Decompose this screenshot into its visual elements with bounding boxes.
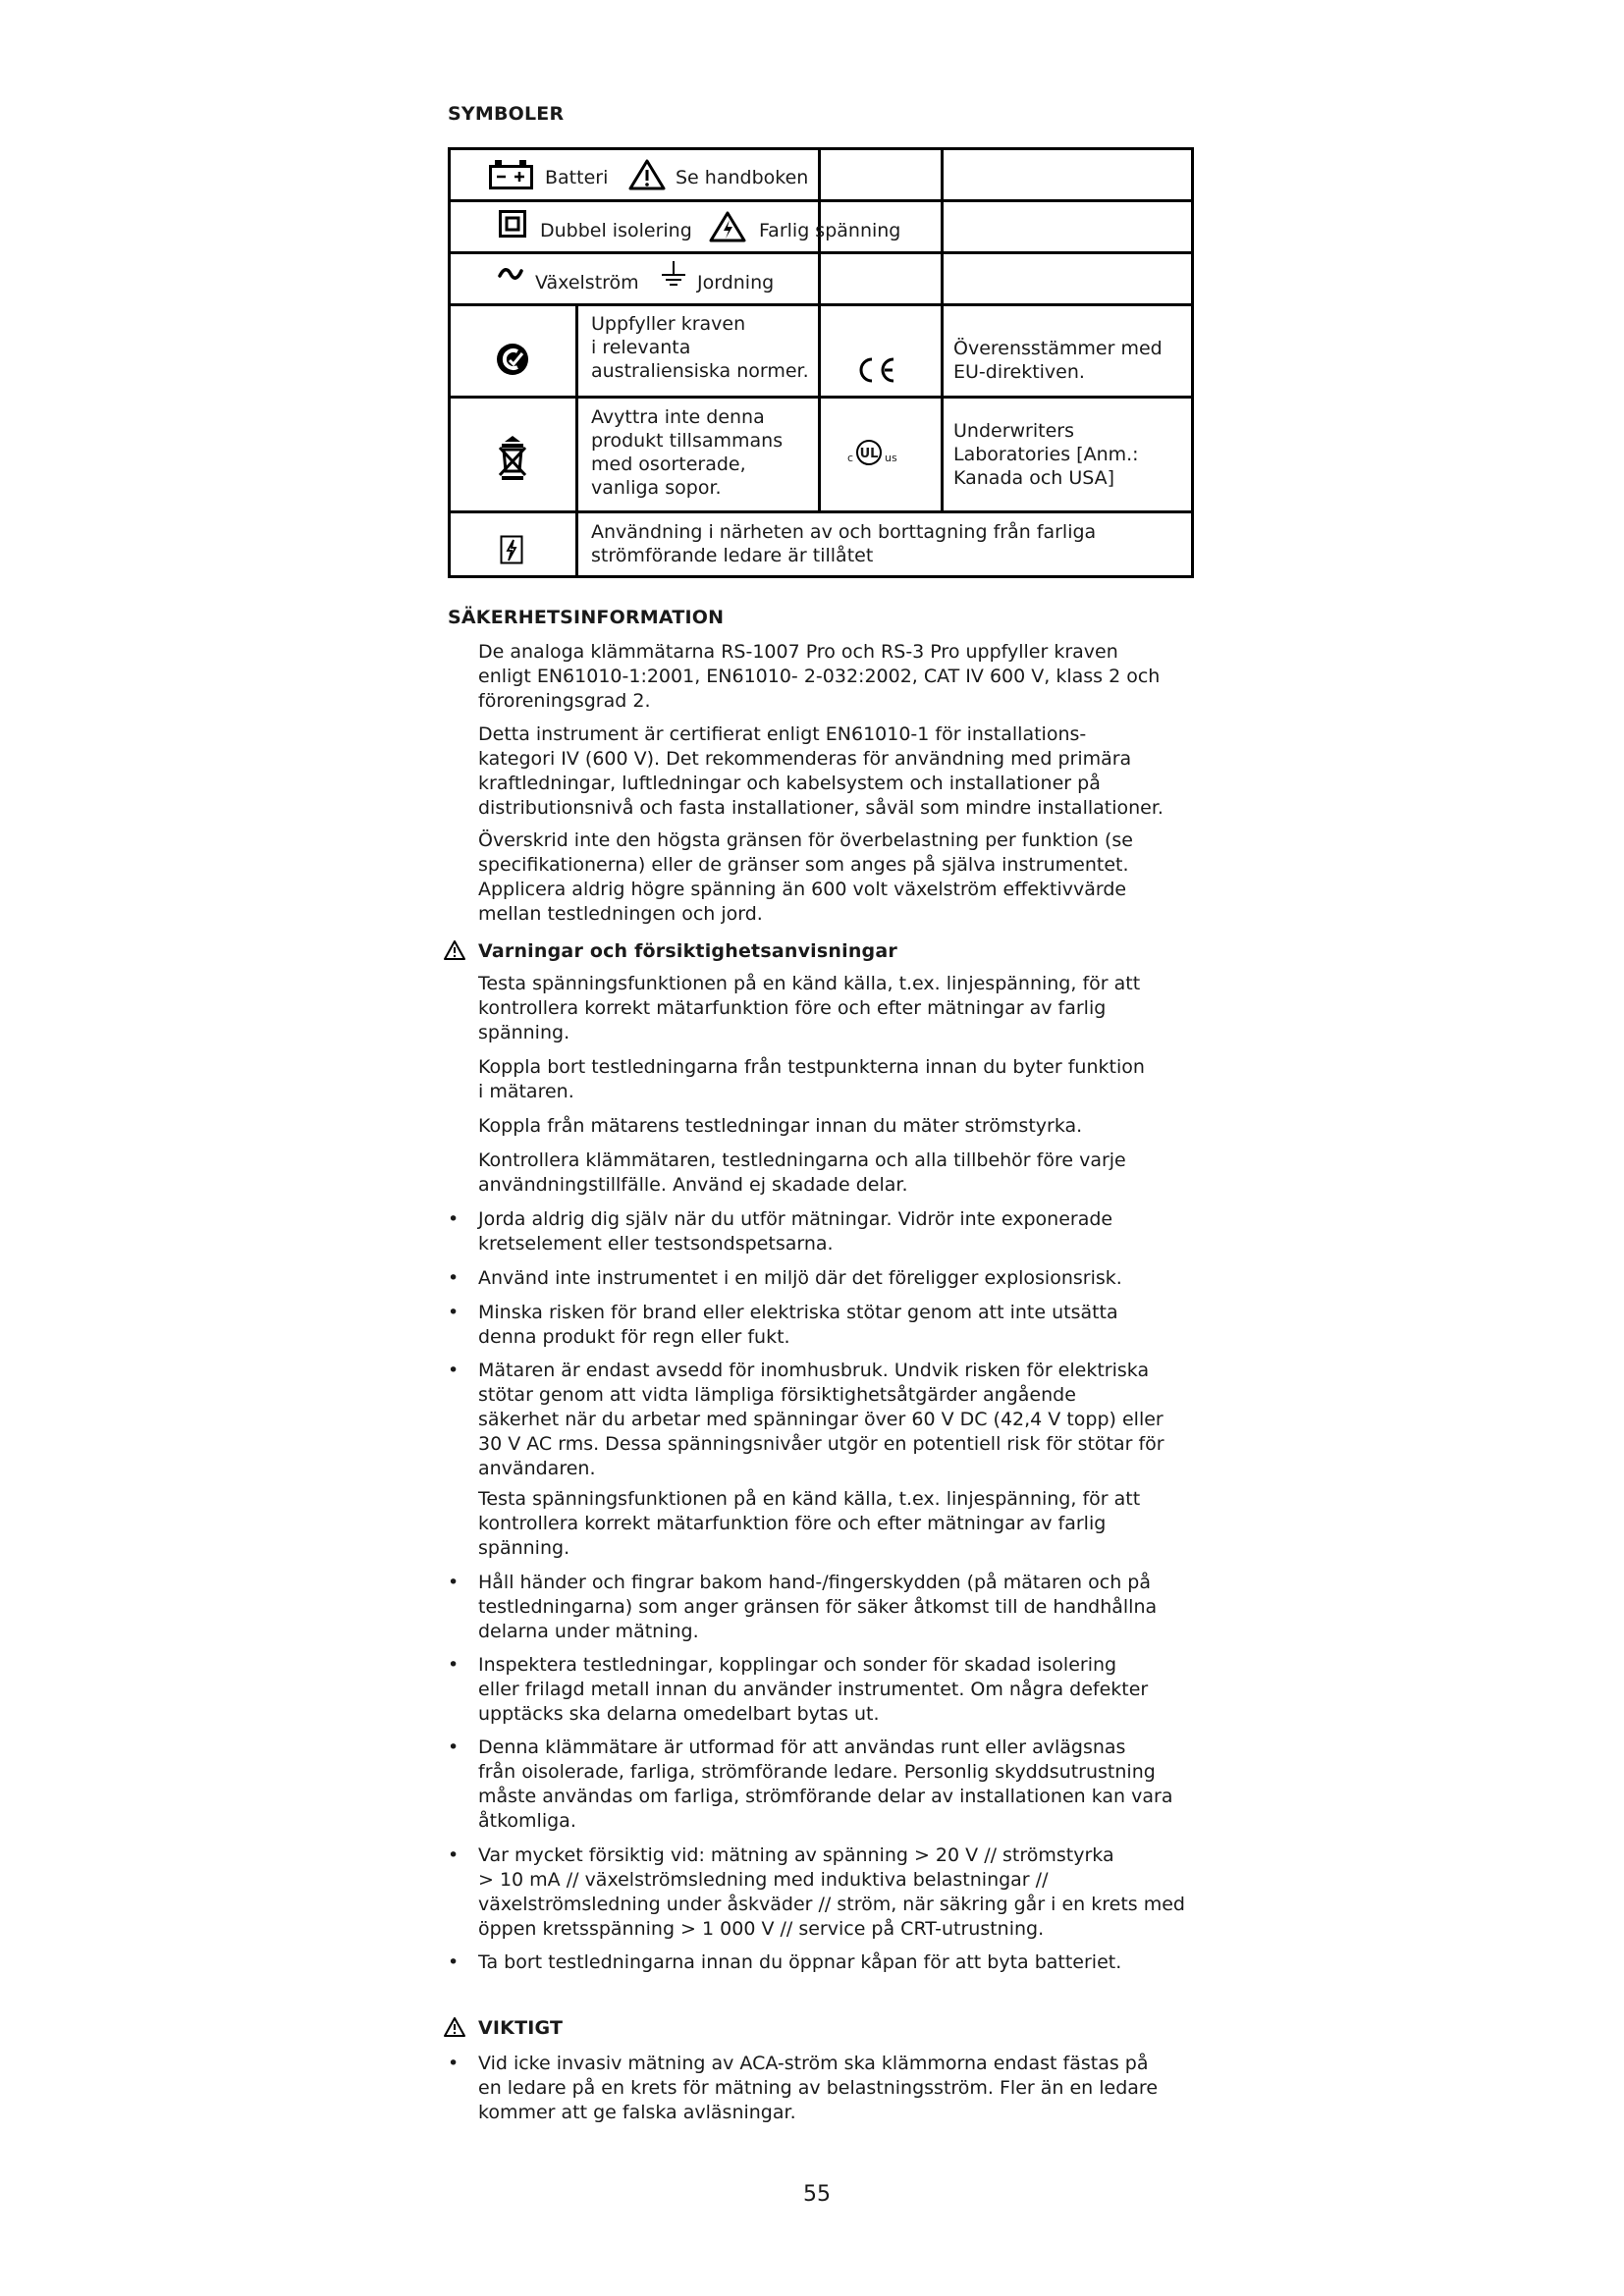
text-line: stötar genom att vidta lämpliga försiktighetsåtgärder angående [478,1384,1076,1406]
dangerous-voltage-label: Farlig spänning [759,220,901,241]
warning-bullet [478,1266,1205,1291]
ce-line: EU-direktiven. [953,361,1085,383]
live-conductor-line: strömförande ledare är tillåtet [591,545,874,566]
ul-text [953,419,1139,490]
ce-mark-icon [854,356,897,384]
bullet-dot: • [448,1951,460,1973]
text-line: Jorda aldrig dig själv när du utför mätningar. Vidrör inte exponerade [478,1208,1113,1230]
ul-logo-c: c [847,452,854,464]
text-line: Koppla från mätarens testledningar innan du mäter strömstyrka. [478,1115,1083,1137]
warning-icon [443,939,466,961]
text-line: mellan testledningen och jord. [478,903,763,925]
text-line: Överskrid inte den högsta gränsen för överbelastning per funktion (se [478,829,1133,851]
warnings-heading: Varningar och försiktighetsanvisningar [478,940,897,962]
text-line: kommer att ge falska avläsningar. [478,2102,796,2123]
weee-line: produkt tillsammans [591,430,784,452]
ul-logo-ul: UL [856,440,882,465]
text-line: kraftledningar, luftledningar och kabelsystem och installationer på [478,773,1101,794]
text-line: 30 V AC rms. Dessa spänningsnivåer utgör en potentiell risk för stötar för [478,1433,1164,1455]
text-line: spänning. [478,1537,570,1559]
ul-line: Kanada och USA] [953,467,1115,489]
ac-label: Växelström [535,272,639,294]
warning-paragraph [478,1487,1205,1561]
warning-bullet [478,1301,1205,1350]
text-line: denna produkt för regn eller fukt. [478,1326,790,1348]
weee-bin-icon [498,436,527,481]
bullet-dot: • [448,1208,460,1230]
text-line: spänning. [478,1022,570,1043]
weee-line: vanliga sopor. [591,477,722,499]
text-line: testledningarna) som anger gränsen för säker åtkomst till de handhållna [478,1596,1158,1618]
dangerous-voltage-icon [709,211,746,242]
safety-paragraph [478,828,1205,927]
text-line: upptäcks ska delarna omedelbart bytas ut. [478,1703,880,1725]
text-line: Applicera aldrig högre spänning än 600 volt växelström effektivvärde [478,879,1127,900]
text-line: kontrollera korrekt mätarfunktion före och efter mätningar av farlig [478,997,1107,1019]
table-cell [818,147,944,202]
warning-bullet [478,1735,1205,1834]
table-cell [818,251,944,306]
ul-mark-icon [847,440,906,469]
live-conductor-icon [500,535,523,564]
bullet-dot: • [448,1736,460,1758]
symbols-heading: SYMBOLER [448,103,565,125]
text-line: > 10 mA // växelströmsledning med induktiva belastningar // [478,1869,1049,1891]
text-line: användningstillfälle. Använd ej skadade delar. [478,1174,908,1196]
table-cell [941,251,1194,306]
important-bullet [478,2052,1205,2125]
text-line: Testa spänningsfunktionen på en känd källa, t.ex. linjespänning, för att [478,1488,1141,1510]
live-conductor-line: Användning i närheten av och borttagning från farliga [591,521,1097,543]
text-line: enligt EN61010-1:2001, EN61010- 2-032:2002, CAT IV 600 V, klass 2 och [478,666,1161,687]
live-conductor-text [591,520,1096,567]
text-line: specifikationerna) eller de gränser som anges på själva instrumentet. [478,854,1129,876]
text-line: Kontrollera klämmätaren, testledningarna och alla tillbehör före varje [478,1149,1126,1171]
text-line: Vid icke invasiv mätning av ACA-ström ska klämmorna endast fästas på [478,2053,1149,2074]
safety-paragraph [478,640,1205,714]
australian-line: Uppfyller kraven [591,313,746,335]
text-line: Ta bort testledningarna innan du öppnar kåpan för att byta batteriet. [478,1951,1122,1973]
safety-paragraph [478,722,1205,821]
text-line: en ledare på en krets för mätning av belastningsström. Fler än en ledare [478,2077,1159,2099]
table-cell [941,199,1194,254]
text-line: eller frilagd metall innan du använder instrumentet. Om några defekter [478,1679,1149,1700]
weee-text [591,405,783,500]
warning-bullet [478,1843,1205,1942]
text-line: i mätaren. [478,1081,574,1102]
text-line: Håll händer och fingrar bakom hand-/fingerskydden (på mätaren och på [478,1572,1151,1593]
australian-line: i relevanta [591,337,691,358]
ac-icon [498,267,523,281]
warning-icon [628,159,666,190]
weee-line: Avyttra inte denna [591,406,765,428]
ul-line: Laboratories [Anm.: [953,444,1139,465]
text-line: Koppla bort testledningarna från testpunkterna innan du byter funktion [478,1056,1145,1078]
text-line: från oisolerade, farliga, strömförande ledare. Personlig skyddsutrustning [478,1761,1156,1783]
ctick-icon [496,343,529,376]
double-insulation-label: Dubbel isolering [540,220,692,241]
text-line: Detta instrument är certifierat enligt EN61010-1 för installations- [478,723,1087,745]
bullet-dot: • [448,1302,460,1323]
text-line: kategori IV (600 V). Det rekommenderas för användning med primära [478,748,1132,770]
warning-paragraph [478,1114,1205,1139]
text-line: åtkomliga. [478,1810,576,1832]
bullet-dot: • [448,1360,460,1381]
text-line: måste användas om farliga, strömförande delar av installationen kan vara [478,1786,1173,1807]
weee-line: med osorterade, [591,454,746,475]
important-heading: VIKTIGT [478,2017,564,2039]
text-line: Minska risken för brand eller elektriska stötar genom att inte utsätta [478,1302,1118,1323]
warning-bullet [478,1207,1205,1256]
double-insulation-icon [499,210,526,238]
bullet-dot: • [448,1572,460,1593]
see-manual-label: Se handboken [676,167,809,188]
bullet-dot: • [448,1654,460,1676]
warning-bullet [478,1359,1205,1481]
text-line: växelströmsledning under åskväder // ström, när säkring går i en krets med [478,1894,1185,1915]
text-line: föroreningsgrad 2. [478,690,651,712]
bullet-dot: • [448,1844,460,1866]
battery-label: Batteri [545,167,609,188]
ul-line: Underwriters [953,420,1074,442]
australian-text [591,312,809,383]
ce-text [953,337,1163,384]
text-line: Denna klämmätare är utformad för att användas runt eller avlägsnas [478,1736,1126,1758]
text-line: öppen kretsspänning > 1 000 V // service på CRT-utrustning. [478,1918,1045,1940]
bullet-dot: • [448,1267,460,1289]
warning-icon [443,2016,466,2038]
warning-bullet [478,1653,1205,1727]
ground-icon [661,260,686,292]
table-cell [941,147,1194,202]
bullet-dot: • [448,2053,460,2074]
warning-paragraph [478,972,1205,1045]
text-line: Var mycket försiktig vid: mätning av spänning > 20 V // strömstyrka [478,1844,1114,1866]
text-line: De analoga klämmätarna RS-1007 Pro och RS-3 Pro uppfyller kraven [478,641,1118,663]
text-line: Mätaren är endast avsedd för inomhusbruk. Undvik risken för elektriska [478,1360,1150,1381]
ground-label: Jordning [697,272,775,294]
text-line: distributionsnivå och fasta installationer, såväl som mindre installationer. [478,797,1164,819]
warning-paragraph [478,1055,1205,1104]
ul-logo-us: us [885,452,897,464]
battery-icon [489,159,534,190]
text-line: Använd inte instrumentet i en miljö där det föreligger explosionsrisk. [478,1267,1122,1289]
safety-heading: SÄKERHETSINFORMATION [448,607,725,628]
warning-bullet [478,1571,1205,1644]
text-line: Testa spänningsfunktionen på en känd källa, t.ex. linjespänning, för att [478,973,1141,994]
text-line: kretselement eller testsondspetsarna. [478,1233,834,1255]
table-cell [818,303,944,399]
page-number: 55 [803,2182,831,2207]
warning-paragraph [478,1148,1205,1198]
ce-line: Överensstämmer med [953,338,1163,359]
warning-bullet [478,1950,1205,1975]
text-line: Inspektera testledningar, kopplingar och sonder för skadad isolering [478,1654,1117,1676]
text-line: delarna under mätning. [478,1621,699,1642]
text-line: kontrollera korrekt mätarfunktion före och efter mätningar av farlig [478,1513,1107,1534]
text-line: användaren. [478,1458,596,1479]
australian-line: australiensiska normer. [591,360,809,382]
text-line: säkerhet när du arbetar med spänningar över 60 V DC (42,4 V topp) eller [478,1409,1164,1430]
